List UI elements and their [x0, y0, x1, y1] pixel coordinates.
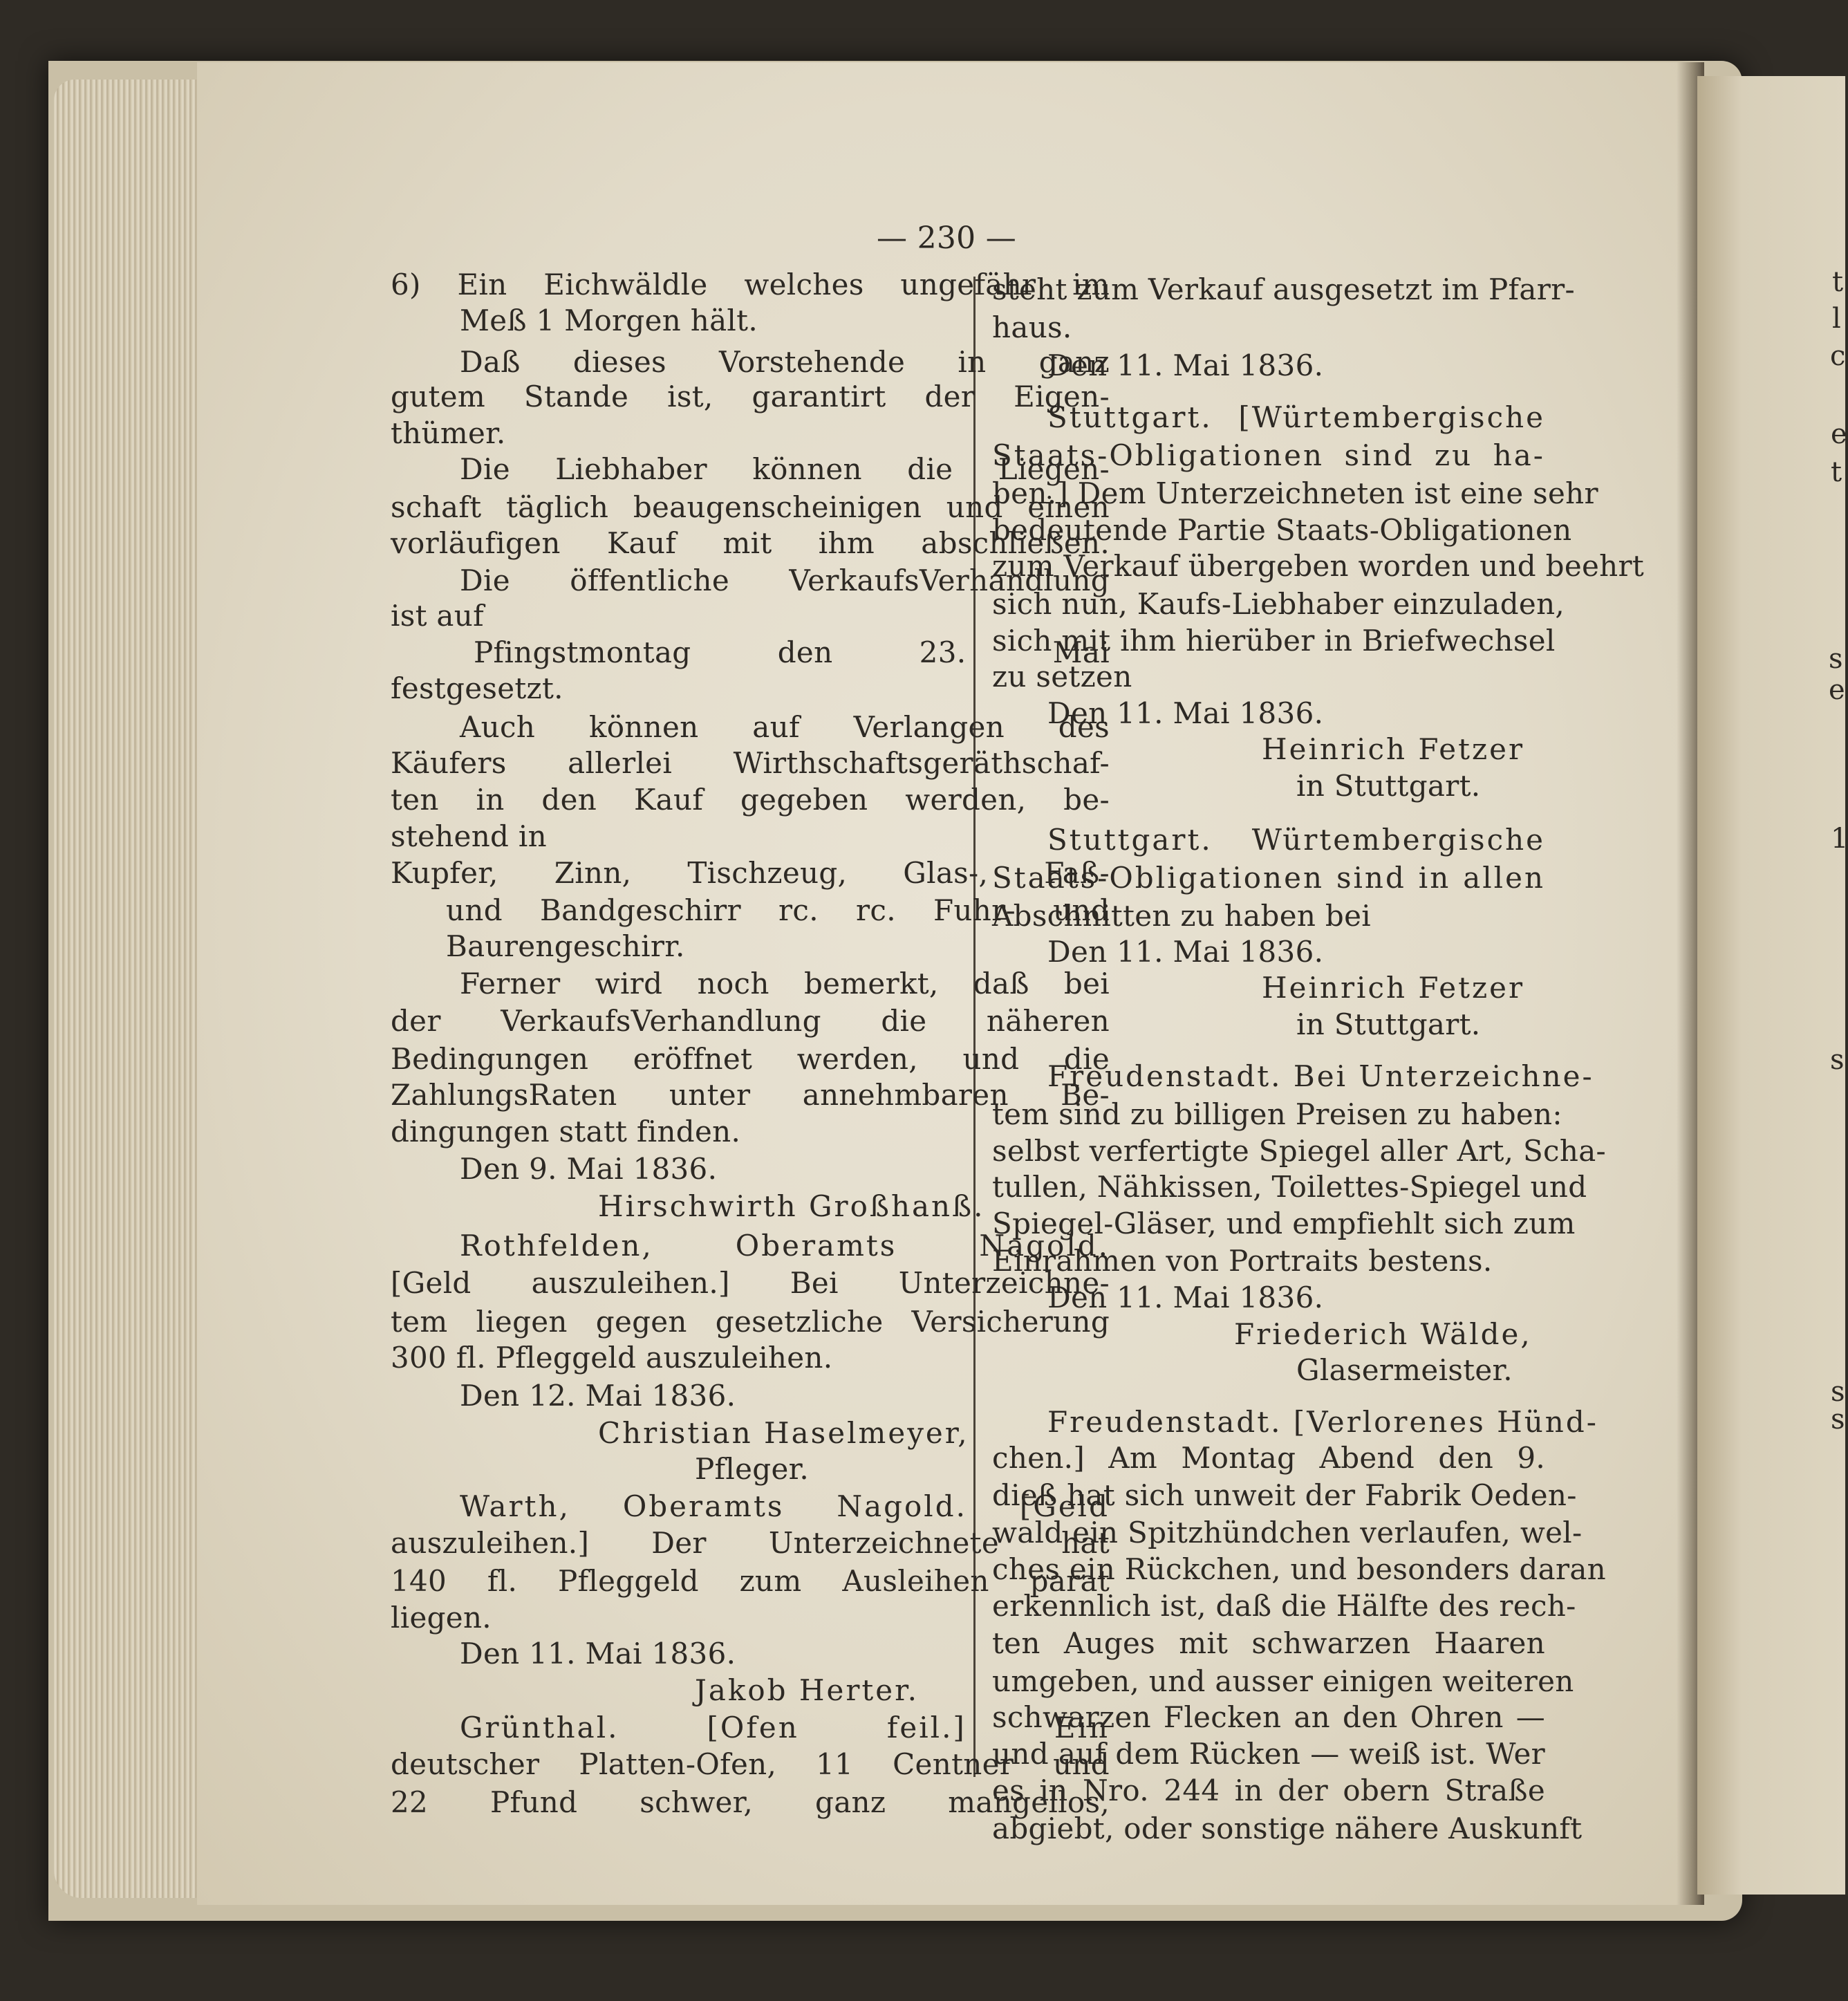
text-line: Pfleger.	[695, 1452, 810, 1486]
text-line: Die Liebhaber können die Liegen-	[460, 452, 1110, 486]
text-line: steht zum Verkauf ausgesetzt im Pfarr-	[992, 272, 1575, 306]
text-line: ZahlungsRaten unter annehmbaren Be-	[391, 1078, 1110, 1112]
text-line: dieß hat sich unweit der Fabrik Oeden-	[992, 1478, 1577, 1512]
text-line: dingungen statt finden.	[391, 1115, 741, 1148]
margin-fragment: s	[1831, 1404, 1845, 1435]
text-line: tullen, Nähkissen, Toilettes-Spiegel und	[992, 1170, 1587, 1204]
text-line: 140 fl. Pfleggeld zum Ausleihen parat	[391, 1564, 1110, 1598]
text-line: Kupfer, Zinn, Tischzeug, Glas-, Faß-	[391, 856, 1110, 890]
text-line: thümer.	[391, 416, 506, 450]
text-line: Heinrich Fetzer	[1262, 732, 1525, 766]
text-line: Rothfelden, Oberamts Nagold.	[460, 1229, 1110, 1263]
text-line: Abschnitten zu haben bei	[992, 899, 1371, 933]
text-line: Pfingstmontag den 23. Mai	[474, 635, 1110, 669]
text-line: Warth, Oberamts Nagold. [Geld	[460, 1489, 1110, 1523]
text-line: erkennlich ist, daß die Hälfte des rech-	[992, 1589, 1576, 1623]
text-line: 22 Pfund schwer, ganz mangellos,	[391, 1785, 1110, 1819]
margin-fragment: t	[1831, 456, 1842, 488]
text-line: Hirschwirth Großhanß.	[598, 1189, 985, 1223]
text-line: Baurengeschirr.	[446, 929, 685, 963]
page-number: — 230 —	[877, 221, 1017, 256]
text-line: festgesetzt.	[391, 671, 563, 705]
text-line: Stuttgart. [Würtembergische	[1047, 400, 1545, 434]
text-line: Stuttgart. Würtembergische	[1047, 823, 1545, 857]
text-line: Grünthal. [Ofen feil.] Ein	[460, 1711, 1110, 1744]
text-line: Auch können auf Verlangen des	[460, 710, 1110, 744]
text-line: schaft täglich beaugenscheinigen und einen	[391, 490, 1110, 524]
text-line: haus.	[992, 310, 1072, 344]
text-line: 300 fl. Pfleggeld auszuleihen.	[391, 1341, 833, 1375]
text-line: ist auf	[391, 599, 484, 633]
text-line: liegen.	[391, 1601, 492, 1635]
text-line: bedeutende Partie Staats-Obligationen	[992, 513, 1572, 547]
page-edges	[54, 80, 213, 1898]
text-line: Bedingungen eröffnet werden, und die	[391, 1042, 1110, 1076]
text-line: Glasermeister.	[1296, 1353, 1513, 1387]
text-line: es in Nro. 244 in der obern Straße	[992, 1774, 1545, 1807]
text-line: [Geld auszuleihen.] Bei Unterzeichne-	[391, 1266, 1110, 1300]
text-line: Den 11. Mai 1836.	[1047, 935, 1324, 969]
margin-fragment: c	[1830, 340, 1846, 372]
text-line: Freudenstadt. Bei Unterzeichne-	[1047, 1059, 1594, 1093]
text-line: Die öffentliche VerkaufsVerhandlung	[460, 564, 1110, 597]
text-line: Den 12. Mai 1836.	[460, 1379, 736, 1413]
margin-fragment: 1	[1831, 823, 1848, 855]
text-line: 6) Ein Eichwäldle welches ungefähr im	[391, 268, 1110, 301]
margin-fragment: s	[1829, 643, 1843, 675]
text-line: Den 11. Mai 1836.	[1047, 1281, 1324, 1314]
facing-page-edge	[1697, 76, 1845, 1895]
margin-fragment: s	[1831, 1376, 1845, 1408]
text-line: tem liegen gegen gesetzliche Versicherung	[391, 1305, 1110, 1339]
text-line: auszuleihen.] Der Unterzeichnete hat	[391, 1526, 1110, 1560]
text-line: Käufers allerlei Wirthschaftsgeräthschaf-	[391, 746, 1110, 780]
margin-fragment: s	[1830, 1044, 1845, 1076]
text-line: sich nun, Kaufs-Liebhaber einzuladen,	[992, 587, 1565, 621]
text-line: der VerkaufsVerhandlung die näheren	[391, 1004, 1110, 1038]
text-line: sich mit ihm hierüber in Briefwechsel	[992, 624, 1556, 658]
text-line: und auf dem Rücken — weiß ist. Wer	[992, 1737, 1545, 1771]
text-line: schwarzen Flecken an den Ohren —	[992, 1700, 1545, 1734]
text-line: deutscher Platten-Ofen, 11 Centner und	[391, 1747, 1110, 1781]
text-line: zu setzen	[992, 660, 1132, 694]
text-line: ten Auges mit schwarzen Haaren	[992, 1626, 1545, 1660]
text-line: Freudenstadt. [Verlorenes Hünd-	[1047, 1405, 1598, 1439]
text-line: vorläufigen Kauf mit ihm abschließen.	[391, 526, 1110, 560]
margin-fragment: t	[1832, 266, 1844, 298]
text-line: stehend in	[391, 819, 547, 853]
text-line: Heinrich Fetzer	[1262, 971, 1525, 1005]
text-line: Einrahmen von Portraits bestens.	[992, 1244, 1493, 1278]
text-line: ches ein Rückchen, und besonders daran	[992, 1552, 1607, 1586]
text-line: Den 11. Mai 1836.	[460, 1637, 736, 1670]
text-line: Staats-Obligationen sind in allen	[992, 861, 1545, 895]
margin-fragment: l	[1832, 303, 1841, 335]
text-line: Den 11. Mai 1836.	[1047, 696, 1324, 730]
text-line: umgeben, und ausser einigen weiteren	[992, 1664, 1574, 1698]
text-line: ten in den Kauf gegeben werden, be-	[391, 783, 1110, 817]
text-line: in Stuttgart.	[1296, 1007, 1481, 1041]
text-line: Meß 1 Morgen hält.	[460, 304, 758, 337]
text-line: Christian Haselmeyer,	[598, 1416, 969, 1450]
text-line: Den 9. Mai 1836.	[460, 1152, 718, 1186]
text-line: in Stuttgart.	[1296, 769, 1481, 803]
text-line: zum Verkauf übergeben worden und beehrt	[992, 549, 1645, 583]
text-line: Spiegel-Gläser, und empfiehlt sich zum	[992, 1207, 1576, 1240]
text-line: Friederich Wälde,	[1234, 1317, 1532, 1351]
text-line: und Bandgeschirr rc. rc. Fuhr- und	[446, 893, 1110, 927]
text-line: Staats-Obligationen sind zu ha-	[992, 438, 1545, 472]
text-line: Jakob Herter.	[695, 1673, 919, 1707]
text-line: selbst verfertigte Spiegel aller Art, Scha-	[992, 1134, 1607, 1168]
text-line: Ferner wird noch bemerkt, daß bei	[460, 967, 1110, 1000]
text-line: abgiebt, oder sonstige nähere Auskunft	[992, 1812, 1583, 1845]
text-line: tem sind zu billigen Preisen zu haben:	[992, 1097, 1562, 1131]
text-line: Daß dieses Vorstehende in ganz	[460, 345, 1110, 379]
margin-fragment: e	[1831, 418, 1847, 450]
text-line: chen.] Am Montag Abend den 9.	[992, 1441, 1545, 1475]
text-line: gutem Stande ist, garantirt der Eigen-	[391, 380, 1110, 413]
text-line: wald ein Spitzhündchen verlaufen, wel-	[992, 1516, 1583, 1549]
margin-fragment: e	[1829, 674, 1845, 706]
text-line: Den 11. Mai 1836.	[1047, 348, 1324, 382]
text-line: ben.] Dem Unterzeichneten ist eine sehr	[992, 476, 1598, 510]
